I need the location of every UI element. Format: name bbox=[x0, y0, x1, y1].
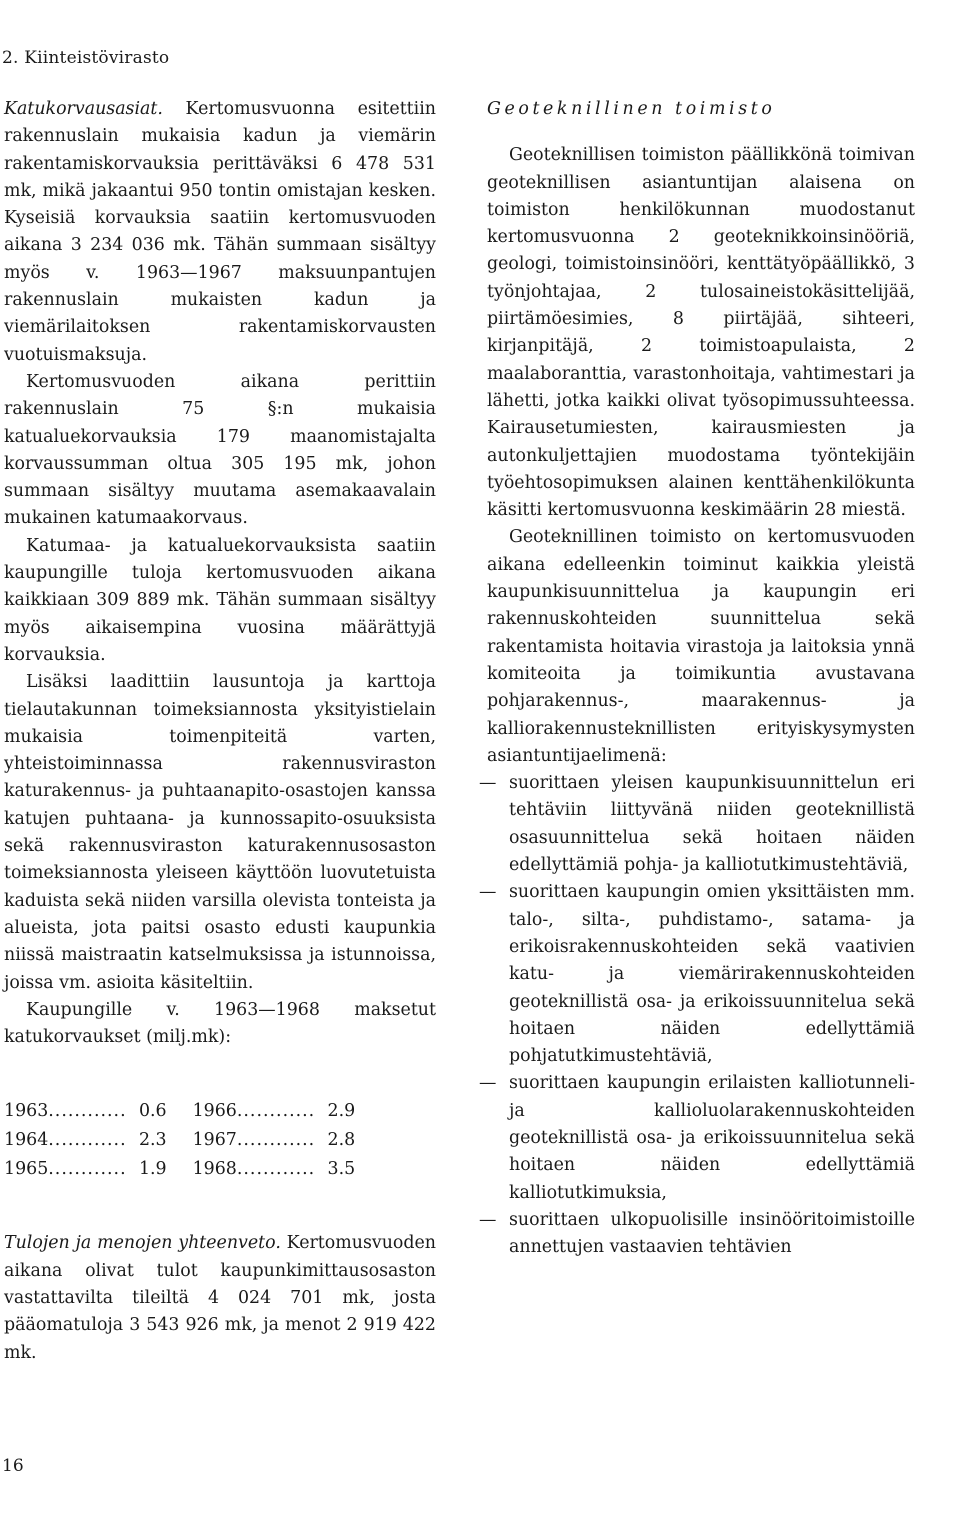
paragraph-statements: Lisäksi laadittiin lausuntoja ja karttoja tielautakunnan toimeksiannosta yksityistielain mukaisia toimenpiteitä varten, yhteistoiminnassa rakennusviraston katurakennus- ja puhtaanapito-osastojen kanssa katujen puhtaana- ja kunnossapito-osuuksista sekä rakennusviraston katurakennusosaston toimeksiannosta yleiseen käyttöön luovutetuista kaduista sekä niiden varsilla olevista tonteista ja alueista, jota paitsi osasto edusti kaupunkia niissä maistraatin katselmuksissa ja istunnoissa, joissa vm. asioita käsiteltiin. bbox=[4, 672, 436, 993]
paragraph-text: Kertomusvuonna esitettiin rakennuslain mukaisia kadun ja viemärin rakentamiskorvauksia perittäväksi 6 478 531 mk, mikä jakaantui 950 tontin omistajan kesken. Kyseisiä korvauksia saatiin kertomusvuoden aikana 3 234 036 mk. Tähän summaan sisältyy myös v. 1963—1967 maksuunpantujen rakennuslain mukaisten kadun ja viemärilaitoksen rakentamiskorvausten vuotuismaksuja. bbox=[4, 99, 436, 365]
value-cell: 0.6 bbox=[138, 1101, 167, 1122]
section-heading: Geoteknillinen toimisto bbox=[487, 99, 776, 119]
paragraph-payments-intro: Kaupungille v. 1963—1968 maksetut katukorvaukset (milj.mk): bbox=[4, 999, 436, 1048]
paragraph-street-compensation bbox=[4, 96, 436, 369]
value-cell: 3.5 bbox=[327, 1159, 356, 1180]
right-column bbox=[487, 96, 915, 1261]
value-cell: 2.8 bbox=[327, 1130, 356, 1151]
paragraph-staff: Geoteknillisen toimiston päällikkönä toimivan geoteknillisen asiantuntijan alaisena on toimiston henkilökunnan muodostanut kertomusvuonna 2 geoteknikkoinsinööriä, geologi, toimistoinsinööri, kenttätyöpäällikkö, 3 työnjohtajaa, 2 tulosaineistokäsittelijää, piirtämöesimies, 8 piirtäjää, sihteeri, kirjanpitäjä, 2 toimistoapulaista, 2 maalaboranttia, varastonhoitaja, vahtimestari ja lähetti, jotka kaikki olivat työsopimussuhteessa. Kairausetumiesten, kairausmiesten ja autonkuljettajien muodostama työntekijäin työehtosopimuksen alainen kenttähenkilökunta käsitti kertomusvuonna keskimäärin 28 miestä. bbox=[487, 145, 915, 521]
value-cell: 1.9 bbox=[138, 1159, 167, 1180]
value-cell: 2.9 bbox=[327, 1101, 356, 1122]
paragraph-summary bbox=[4, 1230, 436, 1366]
table-row: 1964 ............ 2.3 1967 ............ 2.8 bbox=[4, 1127, 381, 1156]
year-cell: 1963 bbox=[4, 1101, 49, 1122]
paragraph-activities: Geoteknillinen toimisto on kertomusvuoden aikana edelleenkin toiminut kaikkia yleistä kaupunkisuunnittelua ja kaupungin eri rakennuskohteiden suunnittelua sekä rakentamista hoitavia virastoja ja laitoksia ynnä komiteoita ja toimikuntia avustavana pohjarakennus-, maarakennus- ja kalliorakennusteknillisten erityiskysymysten asiantuntijaelimenä: bbox=[487, 527, 915, 766]
year-cell: 1966 bbox=[192, 1101, 237, 1122]
section-header: 2. Kiinteistövirasto bbox=[2, 48, 170, 68]
list-item: — suorittaen ulkopuolisille insinööritoimistoille annettujen vastaavien tehtävien bbox=[487, 1207, 915, 1262]
list-item: — suorittaen kaupungin omien yksittäisten mm. talo-, silta-, puhdistamo-, satama- ja erikoisrakennuskohteiden sekä vaativien katu- ja viemärirakennuskohteiden geoteknillistä osa- ja erikoissuunnitelua sekä hoitaen näiden edellyttämiä pohjatutkimustehtäviä, bbox=[487, 879, 915, 1070]
value-cell: 2.3 bbox=[138, 1130, 167, 1151]
paragraph-title: Katukorvausasiat. bbox=[4, 99, 163, 119]
year-cell: 1964 bbox=[4, 1130, 49, 1151]
task-list bbox=[487, 770, 915, 1261]
list-item: — suorittaen kaupungin erilaisten kalliotunneli- ja kallioluolarakennuskohteiden geoteknillistä osa- ja erikoissuunnitelua sekä hoitaen näiden edellyttämiä kalliotutkimuksia, bbox=[487, 1070, 915, 1206]
paragraph-street-area: Kertomusvuoden aikana perittiin rakennuslain 75 §:n mukaisia katualuekorvauksia 179 maanomistajalta korvaussumman oltua 305 195 mk, johon summaan sisältyy muutama asemakaavalain mukainen katumaakorvaus. bbox=[4, 371, 436, 529]
table-row: 1963 ............ 0.6 1966 ............ 2.9 bbox=[4, 1098, 381, 1127]
list-item: — suorittaen yleisen kaupunkisuunnittelun eri tehtäviin liittyvänä niiden geoteknillistä osasuunnittelua sekä hoitaen näiden edellyttämiä pohja- ja kalliotutkimustehtäviä, bbox=[487, 770, 915, 879]
table-row: 1965 ............ 1.9 1968 ............ 3.5 bbox=[4, 1156, 381, 1185]
paragraph-text: Kertomusvuoden aikana olivat tulot kaupunkimittausosaston vastattavilta tileiltä 4 024 701 mk, josta pääomatuloja 3 543 926 mk, ja menot 2 919 422 mk. bbox=[4, 1233, 436, 1363]
year-cell: 1967 bbox=[192, 1130, 237, 1151]
year-cell: 1965 bbox=[4, 1159, 49, 1180]
year-cell: 1968 bbox=[192, 1159, 237, 1180]
page-number: 16 bbox=[2, 1456, 24, 1476]
paragraph-income: Katumaa- ja katualuekorvauksista saatiin kaupungille tuloja kertomusvuoden aikana kaikkiaan 309 889 mk. Tähän summaan sisältyy myös aikaisempina vuosina määrättyjä korvauksia. bbox=[4, 535, 436, 665]
left-column bbox=[4, 96, 436, 1367]
payments-table bbox=[4, 1098, 381, 1185]
paragraph-title: Tulojen ja menojen yhteenveto. bbox=[4, 1233, 281, 1254]
